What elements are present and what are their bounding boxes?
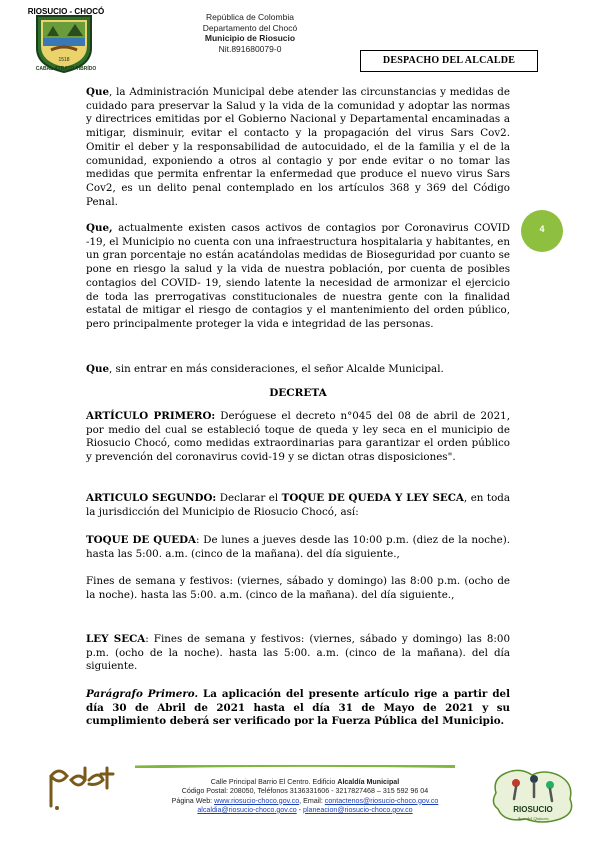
office-box: DESPACHO DEL ALCALDE (360, 50, 538, 72)
pdet-logo-icon (45, 762, 120, 814)
footer-web-line (150, 797, 460, 806)
article-bold-phrase: TOQUE DE QUEDA Y LEY SECA (281, 492, 464, 504)
footer-contact (150, 778, 460, 815)
page-number-badge: 4 (521, 210, 563, 252)
municipal-seal-icon (33, 12, 95, 74)
ley-text: : Fines de semana y festivos: (viernes, sábado y domingo) las 8:00 p.m. (ocho de la noche). hasta las 5:00. a.m. (cinco de la mañana). del día siguiente. (86, 633, 510, 673)
seal-bottom-text: CABAL ATRATO TIBRÍDO (35, 66, 97, 72)
email-contactenos-link[interactable]: contactenos@riosucio-choco.gov.co (324, 796, 439, 805)
lead-que: Que (86, 86, 110, 98)
logo-name: RIOSUCIO (513, 805, 553, 814)
address-prefix: Calle Principal Barrio El Centro. Edificio (210, 778, 338, 786)
footer-divider (135, 765, 455, 768)
paragrafo-text: La aplicación del presente artículo rige a partir del día 30 de Abril de 2021 hasta el día 31 de Mayo de 2021 y su cumplimiento deberá ser verificado por la Fuerza Pública del Municipio. (86, 688, 510, 728)
paragraph-text: , la Administración Municipal debe atender las circunstancias y medidas de cuidado para preservar la Salud y la vida de la comunidad y adoptar las normas y directrices emitidas por el Gobierno Nacional y Departamental encaminadas a mitigar, disminuir, evitar el contacto y la propagación del virus Sars Cov2. Omitir el deber y la responsabilidad de autocuidado, el de la familia y el de la comunidad, exponiendo a otros al contagio y por ende evitar o no tomar las medidas que permita enfrentar la enfermedad que produce el nuevo virus Sars Cov2, es un delito penal contemplado en los artículos 368 y 369 del Código Penal. (86, 86, 510, 208)
paragraph-text: , sin entrar en más consideraciones, el señor Alcalde Municipal. (109, 363, 444, 375)
web-label: Página Web: (171, 796, 215, 805)
nit-text: Nit.891680079-0 (218, 43, 282, 54)
articulo-primero (86, 410, 510, 465)
paragraph-que-2 (86, 222, 510, 332)
article-lead: ARTICULO SEGUNDO: (86, 492, 217, 504)
article-text: Declarar el (216, 492, 282, 504)
paragrafo-primero (86, 688, 510, 729)
email-label: , Email: (299, 796, 325, 805)
lead-que: Que, (86, 222, 113, 234)
footer-address (150, 778, 460, 787)
footer-email-line (150, 806, 460, 815)
toque-text: : De lunes a jueves desde las 10:00 p.m. (diez de la noche). hasta las 5:00. a.m. (cinco de la mañana). del día siguiente., (86, 534, 510, 560)
paragraph-que-3 (86, 363, 510, 377)
article-text: , en toda la jurisdicción del Municipio de Riosucio Chocó, así: (86, 492, 510, 518)
address-bold: Alcaldía Municipal (337, 778, 400, 786)
seal-year: 1518 (58, 57, 70, 63)
ley-seca (86, 633, 510, 674)
department-text: Departamento del Chocó (202, 22, 298, 33)
fines-text: Fines de semana y festivos: (viernes, sábado y domingo) las 8:00 p.m. (ocho de la noche). hasta las 5:00. a.m. (cinco de la mañana). del día siguiente., (86, 575, 510, 601)
paragraph-que-1 (86, 86, 510, 209)
riosucio-logo-icon (486, 765, 581, 827)
email-separator: - (296, 805, 304, 814)
republic-text: República de Colombia (206, 12, 294, 22)
fines-de-semana (86, 575, 510, 602)
web-link[interactable]: www.riosucio-choco.gov.co (214, 796, 300, 805)
articulo-segundo (86, 492, 510, 519)
letterhead (160, 12, 340, 54)
paragrafo-lead: Parágrafo Primero. (86, 688, 199, 700)
logo-slogan: Ayer del Quinara (517, 816, 549, 821)
toque-de-queda (86, 534, 510, 561)
paragraph-text: actualmente existen casos activos de contagios por Coronavirus COVID -19, el Municipio no cuenta con una infraestructura hospitalaria y habitantes, en un gran porcentaje no están acatándolas medidas de Bioseguridad por cuanto se pone en riesgo la salud y la vida de nuestra población, por cuenta de posibles contagios del COVID- 19, siendo latente la necesidad de armonizar el ejercicio de toda las prerrogativas constitucionales de nuestra gente con la finalidad estatal de mitigar el riesgo de contagios y el mantenimiento del orden público, pero principalmente proteger la vida e integridad de las personas. (86, 222, 510, 330)
footer-postal: Código Postal: 208050, Teléfonos 3136331606 - 3217827468 – 315 592 96 04 (181, 787, 429, 796)
email-planeacion-link[interactable]: planeacion@riosucio-choco.gov.co (303, 805, 413, 814)
article-text: Deróguese el decreto n°045 del 08 de abril de 2021, por medio del cual se estableció toque de queda y ley seca en el municipio de Riosucio Chocó, como medidas extraordinarias para garantizar el orden público y prevención del coronavirus covid-19 y se dictan otras disposiciones". (86, 410, 510, 464)
lead-que: Que (86, 363, 110, 375)
municipality-text: Municipio de Riosucio (204, 33, 296, 43)
seal-top-text: RIOSUCIO - CHOCÓ (27, 7, 105, 16)
toque-lead: TOQUE DE QUEDA (86, 534, 197, 546)
ley-lead: LEY SECA (86, 633, 146, 645)
decreta-heading: DECRETA (269, 387, 327, 399)
article-lead: ARTÍCULO PRIMERO: (86, 410, 216, 422)
email-alcaldia-link[interactable]: alcaldia@riosucio-choco.gov.co (197, 805, 297, 814)
